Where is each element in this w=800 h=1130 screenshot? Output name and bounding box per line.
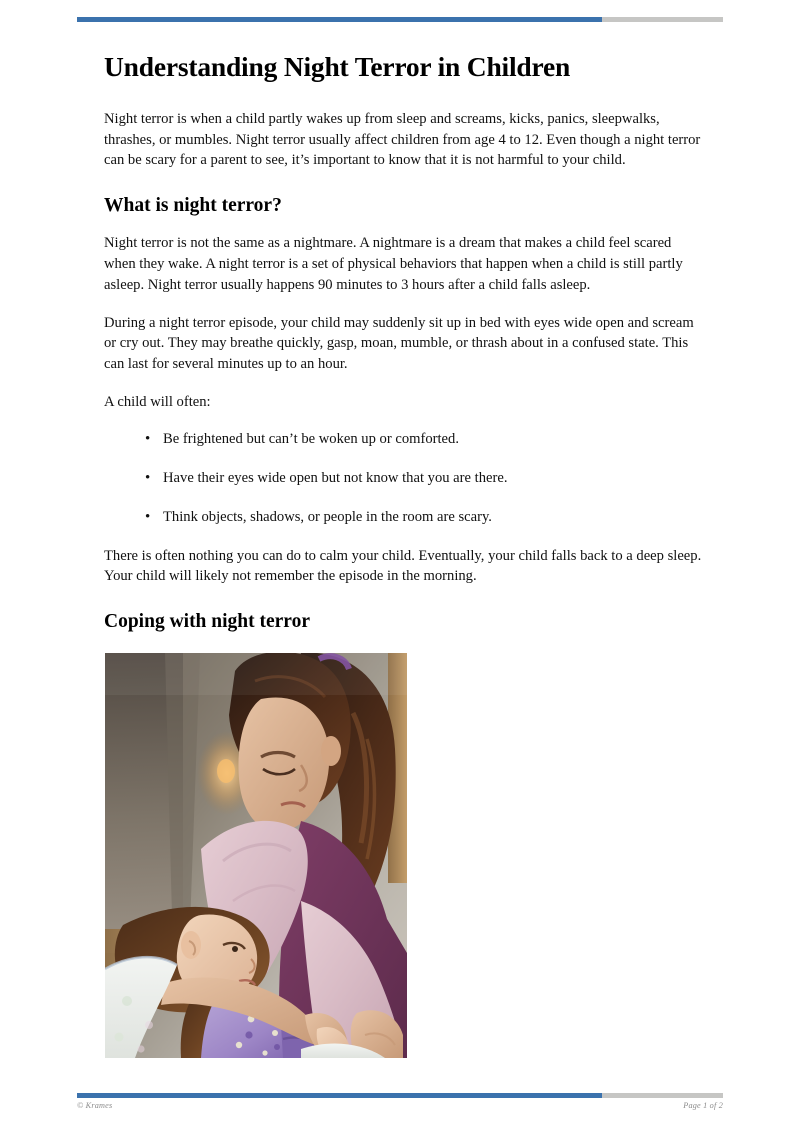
section-paragraph-1: Night terror is not the same as a nightmare. A nightmare is a dream that makes a child feel scared when they wake. A night terror is a set of physical behaviors that happen when a child is still partly asleep. Night terror usually happens 90 minutes to 3 hours after a child falls asleep. bbox=[104, 235, 683, 293]
document-content bbox=[104, 52, 704, 649]
intro-paragraph: Night terror is when a child partly wakes up from sleep and screams, kicks, panics, sleepwalks, thrashes, or mumbles. Night terror usually affect children from age 4 to 12. Even though a night terror can be scary for a parent to see, it’s important to know that it is not harmful to your child. bbox=[104, 110, 701, 169]
footer-divider-blue-segment bbox=[77, 1093, 602, 1098]
bullet-icon: • bbox=[145, 508, 151, 525]
section-heading-what-is-night-terror: What is night terror? bbox=[104, 194, 282, 216]
list-item bbox=[145, 468, 704, 489]
footer-divider-rule bbox=[77, 1093, 723, 1098]
list-item-label: Think objects, shadows, or people in the room are scary. bbox=[163, 508, 492, 525]
section-heading-coping-with-night-terror: Coping with night terror bbox=[104, 611, 311, 632]
header-divider-blue-segment bbox=[77, 17, 602, 22]
footer-copyright: © Krames bbox=[77, 1101, 113, 1110]
photo-image bbox=[105, 653, 407, 1058]
bullet-icon: • bbox=[145, 431, 151, 448]
list-item-label: Be frightened but can’t be woken up or comforted. bbox=[163, 431, 459, 448]
footer-divider-gray-segment bbox=[602, 1093, 723, 1098]
footer bbox=[77, 1101, 723, 1110]
section-paragraph-2: During a night terror episode, your child may suddenly sit up in bed with eyes wide open and scream or cry out. They may breathe quickly, gasp, moan, mumble, or thrash about in a confused state. This can last for several minutes up to an hour. bbox=[104, 314, 694, 372]
list-item-label: Have their eyes wide open but not know that you are there. bbox=[163, 470, 508, 487]
figure-photo bbox=[105, 653, 407, 1058]
header-divider-rule bbox=[77, 17, 723, 22]
symptom-list bbox=[104, 429, 704, 527]
list-item bbox=[145, 429, 704, 450]
bullet-icon: • bbox=[145, 470, 151, 487]
section-closing-paragraph: There is often nothing you can do to calm your child. Eventually, your child falls back to a deep sleep. Your child will likely not remember the episode in the morning. bbox=[104, 547, 702, 585]
section-paragraph-3: A child will often: bbox=[104, 393, 211, 410]
header-divider-gray-segment bbox=[602, 17, 723, 22]
list-item bbox=[145, 507, 704, 528]
page-title: Understanding Night Terror in Children bbox=[104, 51, 571, 82]
footer-page-number: Page 1 of 2 bbox=[683, 1101, 723, 1110]
